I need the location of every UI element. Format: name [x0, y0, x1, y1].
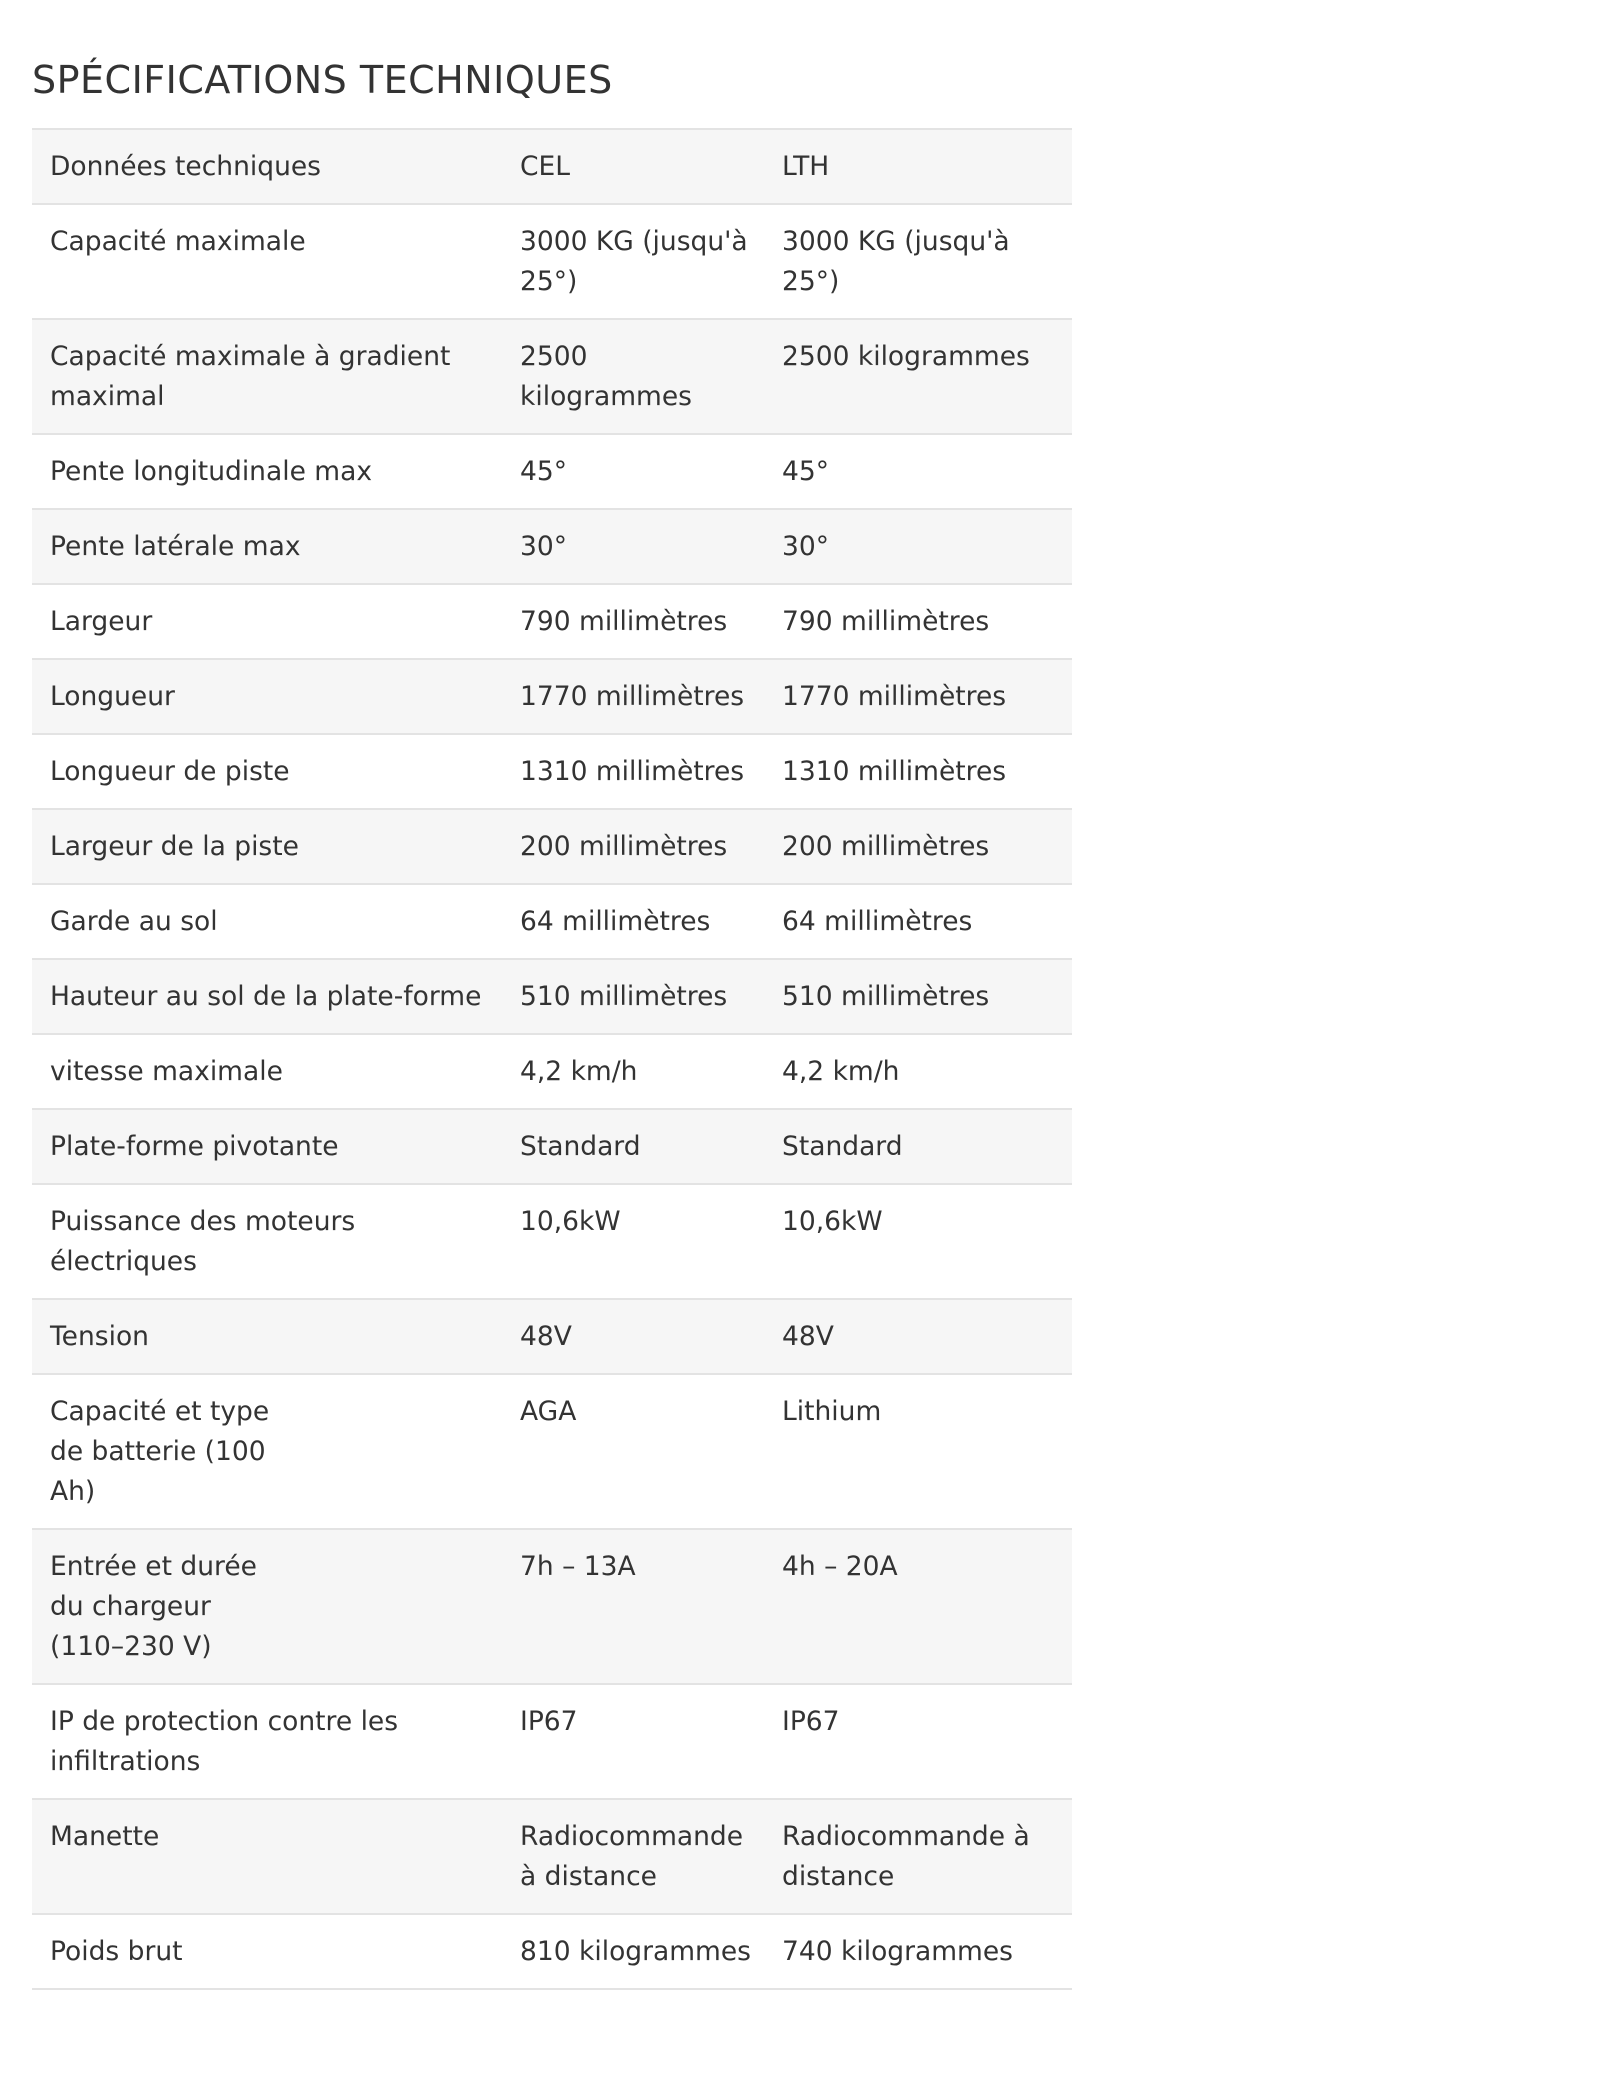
- lth-value: 10,6kW: [782, 1206, 883, 1237]
- lth-value: 3000 KG (jusqu'à 25°): [782, 226, 1010, 297]
- lth-value: 2500 kilogrammes: [782, 341, 1030, 372]
- cel-value: 3000 KG (jusqu'à 25°): [520, 226, 748, 297]
- row-label: IP de protection contre les infiltrations: [50, 1706, 399, 1777]
- table-row: [32, 959, 1072, 1034]
- cel-value: 48V: [520, 1321, 572, 1352]
- row-label: Longueur: [50, 681, 175, 712]
- row-label: Garde au sol: [50, 906, 218, 937]
- lth-value: 1770 millimètres: [782, 681, 1007, 712]
- table-row: [32, 1109, 1072, 1184]
- row-label: Capacité maximale à gradient maximal: [50, 341, 451, 412]
- row-label-text: Capacité et type de batterie (100 Ah): [50, 1396, 270, 1507]
- row-label: Hauteur au sol de la plate-forme: [50, 981, 482, 1012]
- lth-value: 1310 millimètres: [782, 756, 1007, 787]
- cel-value: IP67: [520, 1706, 578, 1737]
- table-row: [32, 319, 1072, 434]
- row-label: Tension: [50, 1321, 149, 1352]
- table-row: [32, 1184, 1072, 1299]
- row-label: Poids brut: [50, 1936, 183, 1967]
- cel-value: 4,2 km/h: [520, 1056, 638, 1087]
- row-label: Longueur de piste: [50, 756, 290, 787]
- row-label: Pente latérale max: [50, 531, 301, 562]
- table-row: [32, 734, 1072, 809]
- lth-value: 48V: [782, 1321, 834, 1352]
- cel-value: 2500 kilogrammes: [520, 341, 692, 412]
- lth-value: Lithium: [782, 1396, 882, 1427]
- row-label: Manette: [50, 1821, 160, 1852]
- row-label: [32, 1529, 504, 1684]
- table-header-row: [32, 129, 1072, 204]
- lth-value: Standard: [782, 1131, 903, 1162]
- row-label: vitesse maximale: [50, 1056, 283, 1087]
- table-row: [32, 1299, 1072, 1374]
- table-row: [32, 584, 1072, 659]
- lth-value: IP67: [782, 1706, 840, 1737]
- row-label-text: Entrée et durée du chargeur (110–230 V): [50, 1551, 257, 1662]
- page-title: SPÉCIFICATIONS TECHNIQUES: [32, 58, 613, 102]
- column-header-label: Données techniques: [50, 151, 321, 182]
- lth-value: 64 millimètres: [782, 906, 973, 937]
- lth-value: 200 millimètres: [782, 831, 990, 862]
- table-row: [32, 659, 1072, 734]
- cel-value: Radiocommande à distance: [520, 1821, 744, 1892]
- cel-value: 810 kilogrammes: [520, 1936, 751, 1967]
- row-label: Largeur de la piste: [50, 831, 299, 862]
- cel-value: 30°: [520, 531, 567, 562]
- row-label: Puissance des moteurs électriques: [50, 1206, 356, 1277]
- table-row: [32, 1914, 1072, 1989]
- lth-value: Radiocommande à distance: [782, 1821, 1030, 1892]
- cel-value: 200 millimètres: [520, 831, 728, 862]
- column-header-lth: LTH: [782, 151, 830, 182]
- lth-value: 45°: [782, 456, 829, 487]
- table-row: [32, 1034, 1072, 1109]
- table-row: [32, 1374, 1072, 1529]
- lth-value: 4h – 20A: [782, 1551, 898, 1582]
- cel-value: 790 millimètres: [520, 606, 728, 637]
- cel-value: 1310 millimètres: [520, 756, 745, 787]
- table-row: [32, 809, 1072, 884]
- row-label: Pente longitudinale max: [50, 456, 373, 487]
- lth-value: 30°: [782, 531, 829, 562]
- table-row: [32, 884, 1072, 959]
- lth-value: 510 millimètres: [782, 981, 990, 1012]
- cel-value: 10,6kW: [520, 1206, 621, 1237]
- table-row: [32, 1799, 1072, 1914]
- table-row: [32, 1684, 1072, 1799]
- cel-value: AGA: [520, 1396, 577, 1427]
- cel-value: 64 millimètres: [520, 906, 711, 937]
- table-row: [32, 204, 1072, 319]
- row-label: Plate-forme pivotante: [50, 1131, 339, 1162]
- row-label: Largeur: [50, 606, 153, 637]
- table-row: [32, 1529, 1072, 1684]
- table-row: [32, 434, 1072, 509]
- cel-value: 7h – 13A: [520, 1551, 636, 1582]
- table-row: [32, 509, 1072, 584]
- lth-value: 4,2 km/h: [782, 1056, 900, 1087]
- lth-value: 740 kilogrammes: [782, 1936, 1013, 1967]
- cel-value: Standard: [520, 1131, 641, 1162]
- row-label: [32, 1374, 504, 1529]
- cel-value: 45°: [520, 456, 567, 487]
- cel-value: 510 millimètres: [520, 981, 728, 1012]
- lth-value: 790 millimètres: [782, 606, 990, 637]
- spec-table: [32, 128, 1072, 1990]
- column-header-cel: CEL: [520, 151, 571, 182]
- cel-value: 1770 millimètres: [520, 681, 745, 712]
- row-label: Capacité maximale: [50, 226, 306, 257]
